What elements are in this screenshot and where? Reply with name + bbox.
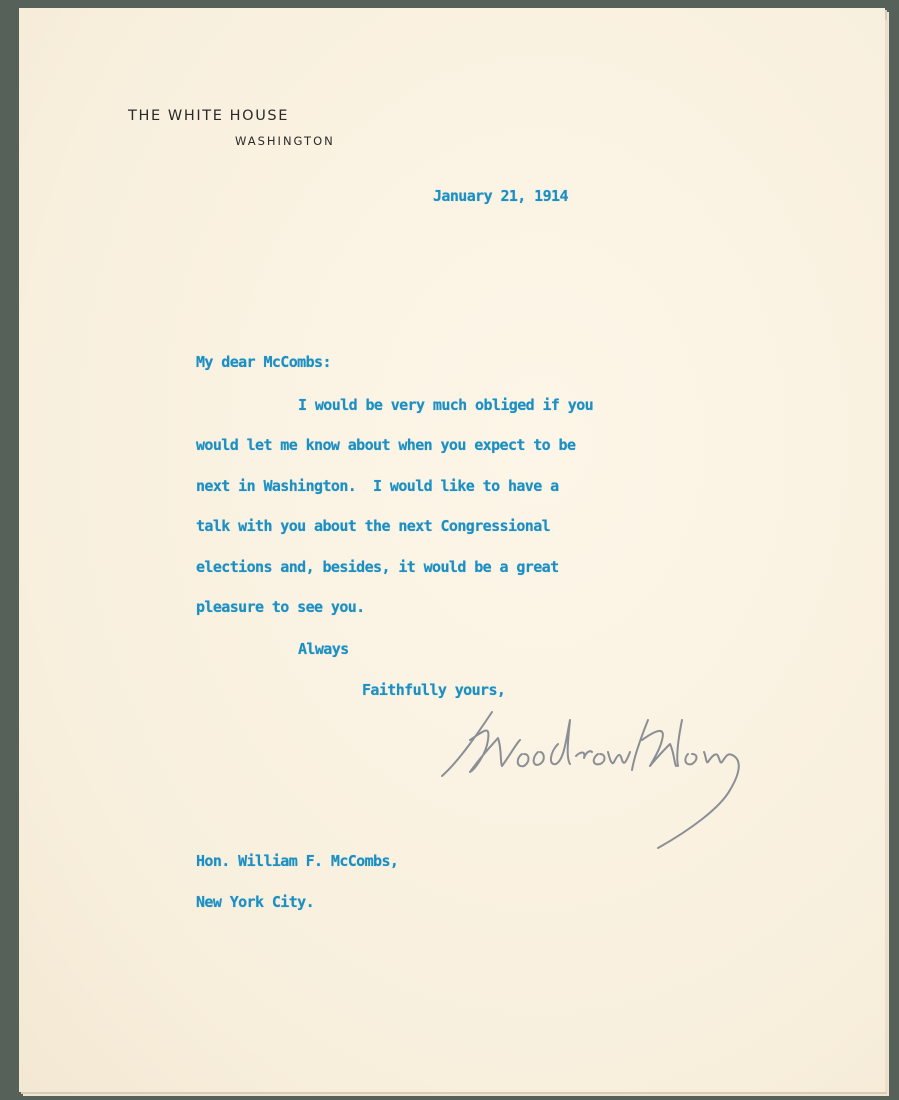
body-line: I would be very much obliged if you bbox=[298, 396, 594, 414]
recipient-name: Hon. William F. McCombs, bbox=[196, 852, 399, 870]
body-line: elections and, besides, it would be a great bbox=[196, 558, 559, 576]
letterhead-subtitle: WASHINGTON bbox=[235, 134, 335, 148]
salutation: My dear McCombs: bbox=[196, 353, 331, 371]
body-line: next in Washington. I would like to have a bbox=[196, 477, 559, 495]
handwritten-signature bbox=[430, 700, 760, 860]
body-line: talk with you about the next Congressional bbox=[196, 517, 551, 535]
closing-always: Always bbox=[298, 640, 349, 658]
paper-edge bbox=[885, 20, 888, 1092]
letter-paper bbox=[19, 8, 885, 1092]
recipient-city: New York City. bbox=[196, 893, 315, 911]
closing-faithfully: Faithfully yours, bbox=[362, 681, 506, 699]
body-line: pleasure to see you. bbox=[196, 598, 365, 616]
letter-date: January 21, 1914 bbox=[433, 187, 568, 205]
letterhead-title: THE WHITE HOUSE bbox=[128, 108, 289, 124]
body-line: would let me know about when you expect to be bbox=[196, 436, 576, 454]
